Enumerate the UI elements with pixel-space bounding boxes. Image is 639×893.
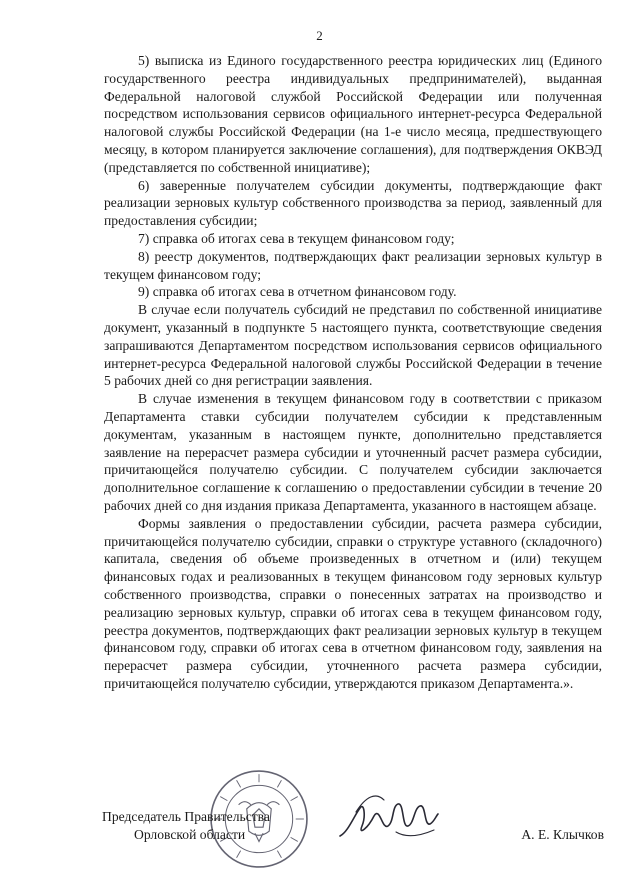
signatory-name: А. Е. Клычков xyxy=(521,827,604,842)
signatory-region: Орловской области xyxy=(134,827,246,842)
list-item-5: 5) выписка из Единого государственного реестра юридических лиц (Единого государственного реестра индивидуальных предпринимателей), выданная Федеральной налоговой службой Российской Федерации или полученная посредством использования сервисов официального интернет-ресурса Федеральной налоговой службы Российской Федерации (на 1-е число месяца, предшествующего месяцу, в котором планируется заключение соглашения), для подтверждения ОКВЭД (представляется по собственной инициативе); xyxy=(104,53,602,175)
page-number: 2 xyxy=(316,28,323,43)
document-body xyxy=(104,52,602,693)
paragraph-rate-change: В случае изменения в текущем финансовом году в соответствии с приказом Департамента ставки субсидии получателем субсидии к представленным документам, указанным в настоящем пункте, дополнительно представляется заявление на перерасчет размера субсидии и уточненный расчет размера субсидии, причитающейся получателю субсидии. С получателем субсидии заключается дополнительное соглашение к соглашению о предоставлении субсидии в течение 20 рабочих дней со дня издания приказа Департамента, указанного в настоящем абзаце. xyxy=(104,391,602,513)
list-item-6: 6) заверенные получателем субсидии документы, подтверждающие факт реализации зерновых культур собственного производства за период, заявленный для предоставления субсидии; xyxy=(104,177,602,229)
paragraph-request-info: В случае если получатель субсидий не представил по собственной инициативе документ, указанный в подпункте 5 настоящего пункта, соответствующие сведения запрашиваются Департаментом посредством использования сервисов официального интернет-ресурса Федеральной налоговой службы Российской Федерации в течение 5 рабочих дней со дня регистрации заявления. xyxy=(104,302,602,389)
paragraph-forms: Формы заявления о предоставлении субсидии, расчета размера субсидии, причитающейся получателю субсидии, справки о структуре уставного (складочного) капитала, сведения об объеме произведенных в отчетном и (или) текущем финансовых годах и реализованных в текущем финансовом году зерновых культур собственного производства, справки о понесенных затратах на производство и реализацию зерновых культур, справки об итогах сева в текущем финансовом году, реестра документов, подтверждающих факт реализации зерновых культур в текущем финансовом году, справки об итогах сева в отчетном финансовом году, заявления на перерасчет размера субсидии, уточненного расчета размера субсидии, причитающейся получателю субсидии, утверждаются приказом Департамента.». xyxy=(104,515,602,691)
signature-block xyxy=(102,800,604,870)
signatory-title: Председатель Правительства xyxy=(102,809,270,824)
list-item-9: 9) справка об итогах сева в отчетном финансовом году. xyxy=(138,284,457,300)
list-item-8: 8) реестр документов, подтверждающих факт реализации зерновых культур в текущем финансовом году; xyxy=(104,248,602,282)
list-item-7: 7) справка об итогах сева в текущем финансовом году; xyxy=(138,230,455,246)
